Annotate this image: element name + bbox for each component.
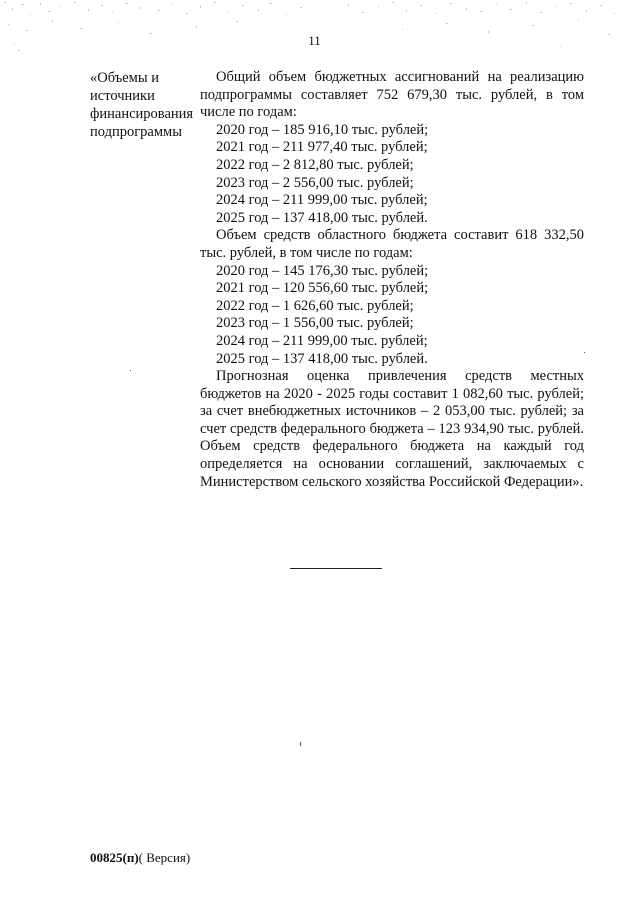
- total-funding-by-year: [200, 122, 584, 228]
- scan-speck: [300, 742, 301, 746]
- regional-year-line: 2024 год – 211 999,00 тыс. рублей;: [216, 332, 428, 349]
- regional-year-line: 2020 год – 145 176,30 тыс. рублей;: [216, 262, 429, 279]
- total-year-line: 2020 год – 185 916,10 тыс. рублей;: [216, 121, 429, 138]
- section-label-line: «Объемы и: [90, 70, 159, 86]
- total-year-line: 2021 год – 211 977,40 тыс. рублей;: [216, 139, 428, 156]
- total-year-line: 2025 год – 137 418,00 тыс. рублей.: [216, 209, 428, 226]
- regional-budget-paragraph: Объем средств областного бюджета составит 618 332,50 тыс. рублей, в том числе по годам:: [200, 227, 584, 261]
- total-funding-paragraph: Общий объем бюджетных ассигнований на реализацию подпрограммы составляет 752 679,30 тыс. рублей, в том числе по годам:: [200, 69, 584, 121]
- scan-speck: [130, 370, 131, 371]
- section-label-line: источники: [90, 88, 155, 104]
- regional-funding-by-year: [200, 263, 584, 369]
- total-year-line: 2023 год – 2 556,00 тыс. рублей;: [216, 174, 414, 191]
- section-label-line: финансирования: [90, 106, 194, 122]
- scan-noise: [0, 0, 629, 60]
- total-year-line: 2024 год – 211 999,00 тыс. рублей;: [216, 192, 428, 209]
- section-divider: [290, 568, 382, 569]
- total-year-line: 2022 год – 2 812,80 тыс. рублей;: [216, 156, 414, 173]
- section-label-line: подпрограммы: [90, 124, 182, 140]
- page-number: 11: [308, 33, 321, 48]
- forecast-paragraph: Прогнозная оценка привлечения средств местных бюджетов на 2020 - 2025 годы составит 1 082,60 тыс. рублей; за счет внебюджетных источников – 2 053,00 тыс. рублей; за счет средств федерального бюджета – 123 934,90 тыс. рублей. Объем средств федерального бюджета на каждый год определяется на основании соглашений, заключаемых с Министерством сельского хозяйства Российской Федерации».: [200, 368, 584, 490]
- funding-description: [200, 69, 584, 491]
- scan-speck: [584, 352, 585, 353]
- regional-year-line: 2022 год – 1 626,60 тыс. рублей;: [216, 297, 414, 314]
- section-label: [90, 69, 198, 141]
- document-version: ( Версия): [138, 850, 191, 865]
- document-footer: [90, 850, 190, 866]
- regional-year-line: 2025 год – 137 418,00 тыс. рублей.: [216, 350, 428, 367]
- regional-year-line: 2021 год – 120 556,60 тыс. рублей;: [216, 280, 429, 297]
- regional-year-line: 2023 год – 1 556,00 тыс. рублей;: [216, 315, 414, 332]
- document-code: 00825(п): [90, 850, 139, 865]
